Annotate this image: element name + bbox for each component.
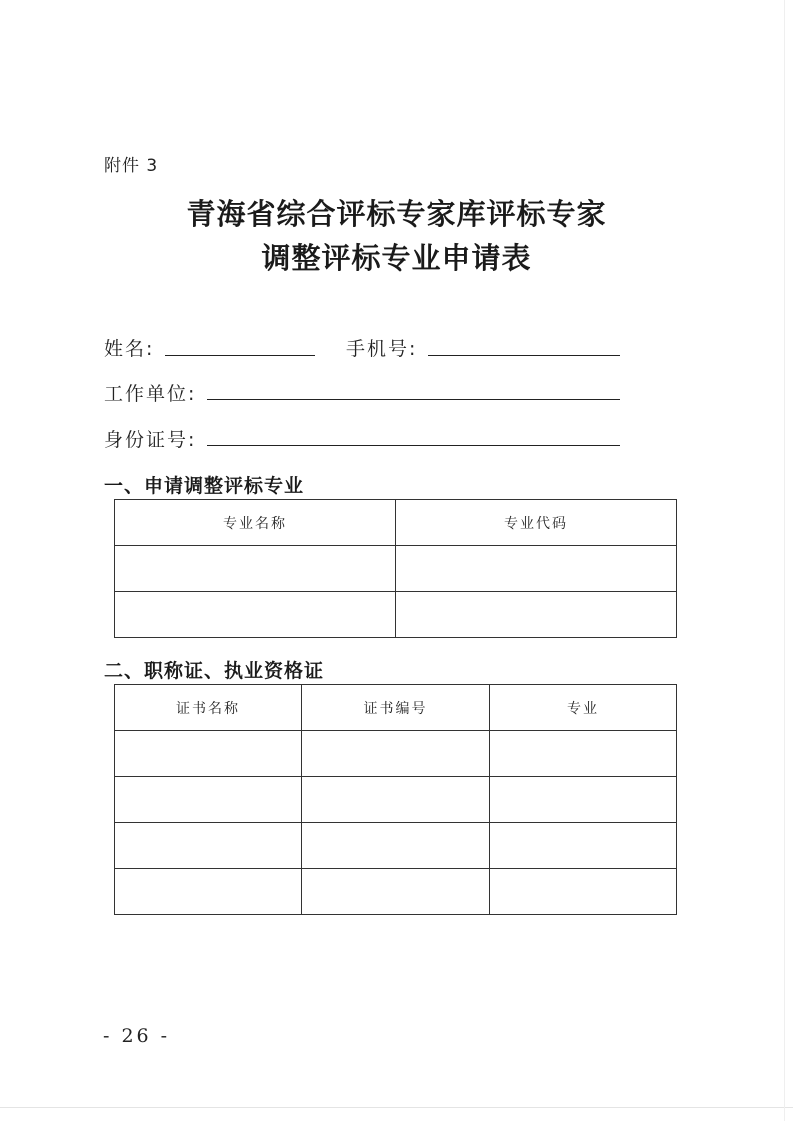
id-number-label: 身份证号: [104, 429, 197, 451]
table-row [115, 731, 677, 777]
table-cell[interactable] [490, 777, 677, 823]
table-cell[interactable] [115, 777, 302, 823]
page-number: - 26 - [103, 1025, 171, 1047]
id-number-field[interactable] [207, 445, 620, 446]
table-row [115, 823, 677, 869]
table-cell[interactable] [115, 546, 396, 592]
table-row [115, 546, 677, 592]
table-row [115, 869, 677, 915]
specialty-table [114, 499, 677, 638]
table-cell[interactable] [302, 777, 490, 823]
form-title-line-1: 青海省综合评标专家库评标专家 [186, 197, 607, 231]
table-header-row [115, 685, 677, 731]
name-field[interactable] [165, 355, 315, 356]
attachment-label: 附件 3 [104, 156, 159, 176]
page-edge-right [784, 0, 785, 1121]
phone-label: 手机号: [346, 338, 418, 360]
table-header-row [115, 500, 677, 546]
table-row [115, 777, 677, 823]
work-unit-field[interactable] [207, 399, 620, 400]
table-cell[interactable] [396, 546, 677, 592]
form-title-line-2: 调整评标专业申请表 [261, 241, 532, 275]
table-cell[interactable] [396, 592, 677, 638]
table-cell[interactable] [115, 592, 396, 638]
table-cell[interactable] [490, 869, 677, 915]
table-row [115, 592, 677, 638]
table-cell[interactable] [302, 823, 490, 869]
table-cell[interactable] [115, 731, 302, 777]
page-edge [0, 1107, 793, 1108]
phone-field[interactable] [428, 355, 620, 356]
header-specialty-name: 专业名称 [115, 500, 396, 546]
table-cell[interactable] [302, 869, 490, 915]
certificate-table [114, 684, 677, 915]
section2-title: 二、职称证、执业资格证 [104, 660, 325, 682]
table-cell[interactable] [302, 731, 490, 777]
table-cell[interactable] [490, 731, 677, 777]
table-cell[interactable] [115, 869, 302, 915]
header-certificate-specialty: 专业 [490, 685, 677, 731]
header-certificate-number: 证书编号 [302, 685, 490, 731]
section1-title: 一、申请调整评标专业 [104, 475, 305, 497]
table-cell[interactable] [115, 823, 302, 869]
work-unit-label: 工作单位: [104, 383, 197, 405]
table-cell[interactable] [490, 823, 677, 869]
header-specialty-code: 专业代码 [396, 500, 677, 546]
name-label: 姓名: [104, 338, 155, 360]
header-certificate-name: 证书名称 [115, 685, 302, 731]
